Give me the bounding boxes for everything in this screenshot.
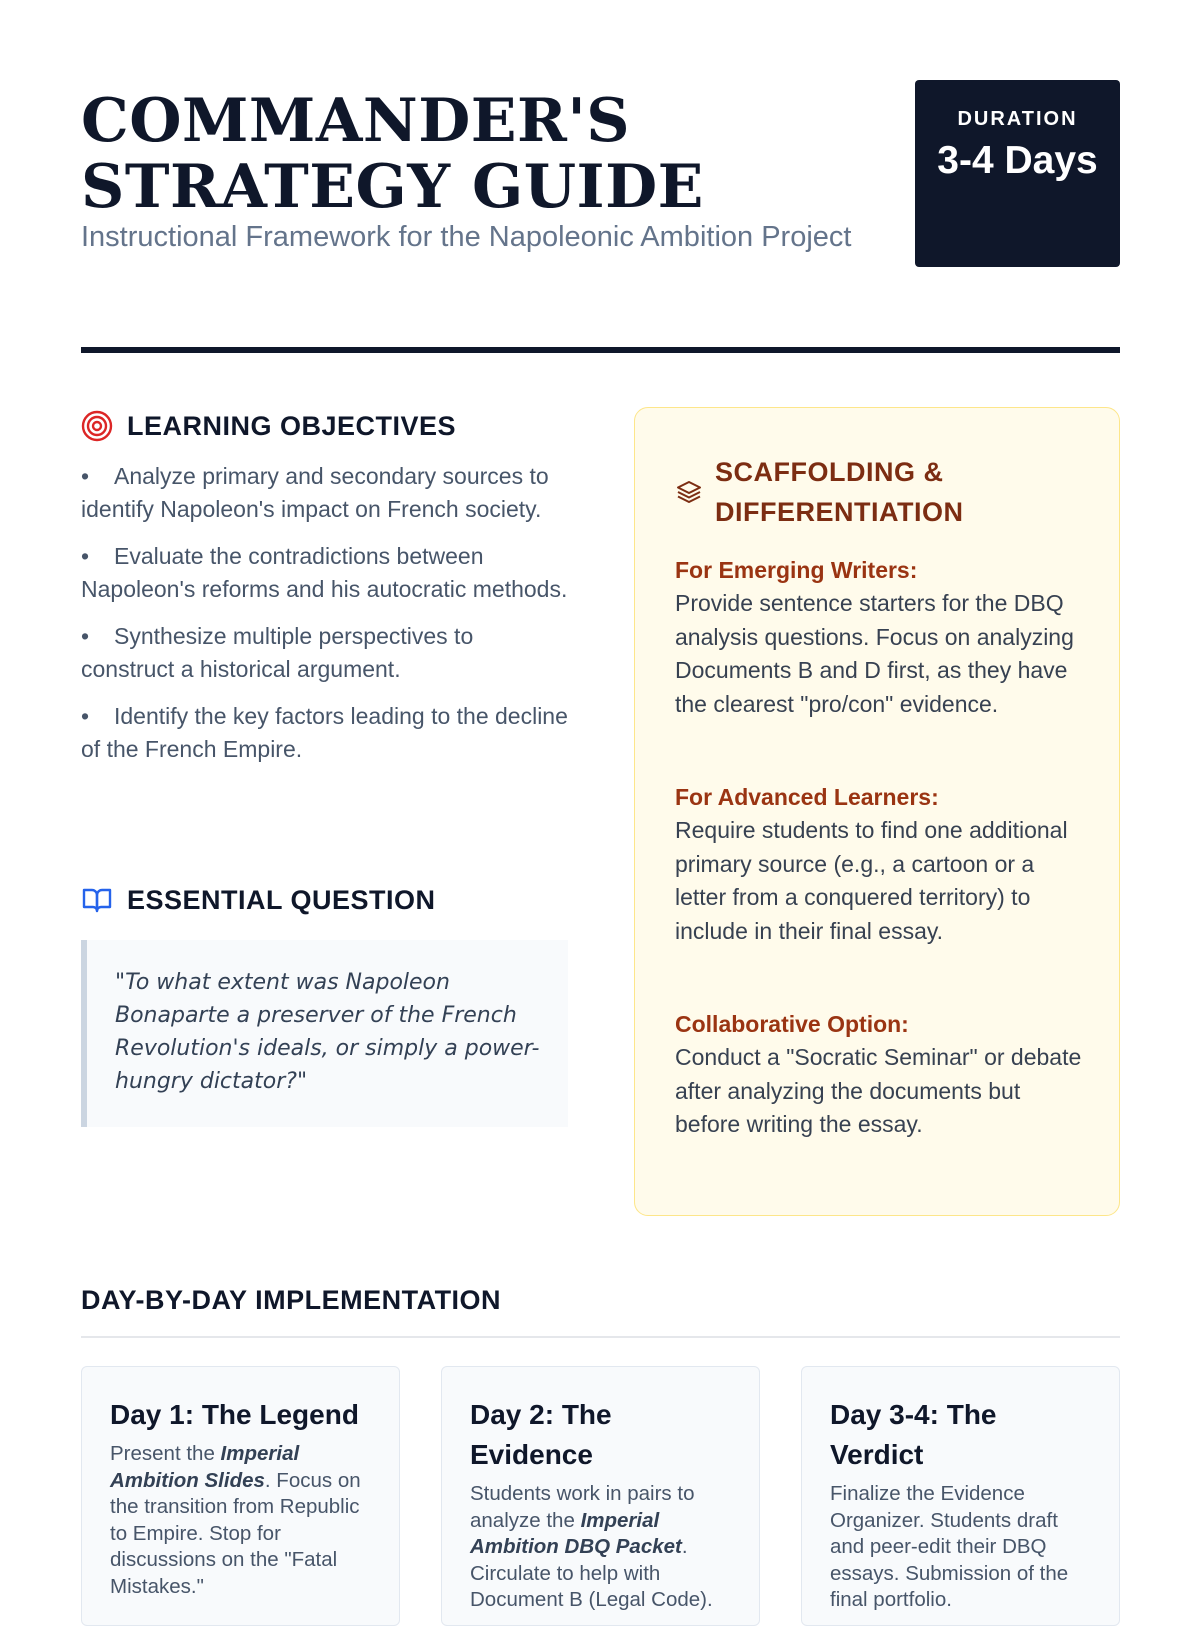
header-divider <box>81 347 1120 353</box>
duration-value: 3-4 Days <box>937 139 1098 182</box>
day-title: Day 3-4: The Verdict <box>830 1399 997 1470</box>
essential-question-heading <box>81 884 436 916</box>
target-icon <box>81 410 113 442</box>
objectives-list <box>81 460 571 780</box>
scaffold-block-body: Require students to find one additional primary source (e.g., a cartoon or a letter from a conquered territory) to include in their final essay. <box>675 817 1068 944</box>
implementation-divider <box>81 1336 1120 1338</box>
essential-question-title: ESSENTIAL QUESTION <box>127 884 436 915</box>
day-title: Day 1: The Legend <box>110 1399 359 1430</box>
scaffold-block-title: For Emerging Writers: <box>675 557 918 583</box>
scaffold-block-advanced <box>675 781 1090 948</box>
day-card-3 <box>801 1366 1120 1626</box>
duration-label: DURATION <box>957 108 1078 130</box>
essential-question-quote: "To what extent was Napoleon Bonaparte a preserver of the French Revolution's ideals, or simply a power-hungry dictator?" <box>81 940 568 1127</box>
scaffolding-title: SCAFFOLDING & DIFFERENTIATION <box>715 457 964 527</box>
list-item: • Analyze primary and secondary sources to identify Napoleon's impact on French society. <box>81 463 549 522</box>
implementation-heading: DAY-BY-DAY IMPLEMENTATION <box>81 1285 502 1315</box>
scaffold-block-emerging <box>675 554 1090 721</box>
scaffold-block-collaborative <box>675 1008 1090 1142</box>
day-description: Finalize the Evidence Organizer. Students draft and peer-edit their DBQ essays. Submission of the final portfolio. <box>830 1482 1069 1611</box>
scaffold-block-title: Collaborative Option: <box>675 1011 909 1037</box>
scaffolding-heading <box>675 452 975 532</box>
scaffolding-card <box>634 407 1120 1216</box>
day-description: Students work in pairs to analyze the Imperial Ambition DBQ Packet. Circulate to help with Document B (Legal Code). <box>470 1482 713 1611</box>
duration-badge <box>915 80 1120 267</box>
guide-header <box>81 80 1120 350</box>
scaffold-block-body: Conduct a "Socratic Seminar" or debate after analyzing the documents but before writing the essay. <box>675 1044 1082 1137</box>
learning-objectives-title: LEARNING OBJECTIVES <box>127 410 457 441</box>
list-item: • Evaluate the contradictions between Napoleon's reforms and his autocratic methods. <box>81 543 568 602</box>
day-card-2 <box>441 1366 760 1626</box>
page-subtitle: Instructional Framework for the Napoleonic Ambition Project <box>81 221 852 253</box>
day-description: Present the Imperial Ambition Slides. Focus on the transition from Republic to Empire. Stop for discussions on the "Fatal Mistakes." <box>110 1442 361 1598</box>
day-title: Day 2: The Evidence <box>470 1399 612 1470</box>
book-open-icon <box>81 884 113 916</box>
scaffold-block-title: For Advanced Learners: <box>675 784 939 810</box>
learning-objectives-heading <box>81 410 456 442</box>
list-item: • Synthesize multiple perspectives to construct a historical argument. <box>81 623 474 682</box>
scaffold-block-body: Provide sentence starters for the DBQ analysis questions. Focus on analyzing Documents B and D first, as they have the clearest "pro/con" evidence. <box>675 590 1074 717</box>
list-item: • Identify the key factors leading to the decline of the French Empire. <box>81 703 568 762</box>
page-title: COMMANDER'S STRATEGY GUIDE <box>81 86 704 222</box>
day-card-1 <box>81 1366 400 1626</box>
layers-icon <box>675 478 703 506</box>
